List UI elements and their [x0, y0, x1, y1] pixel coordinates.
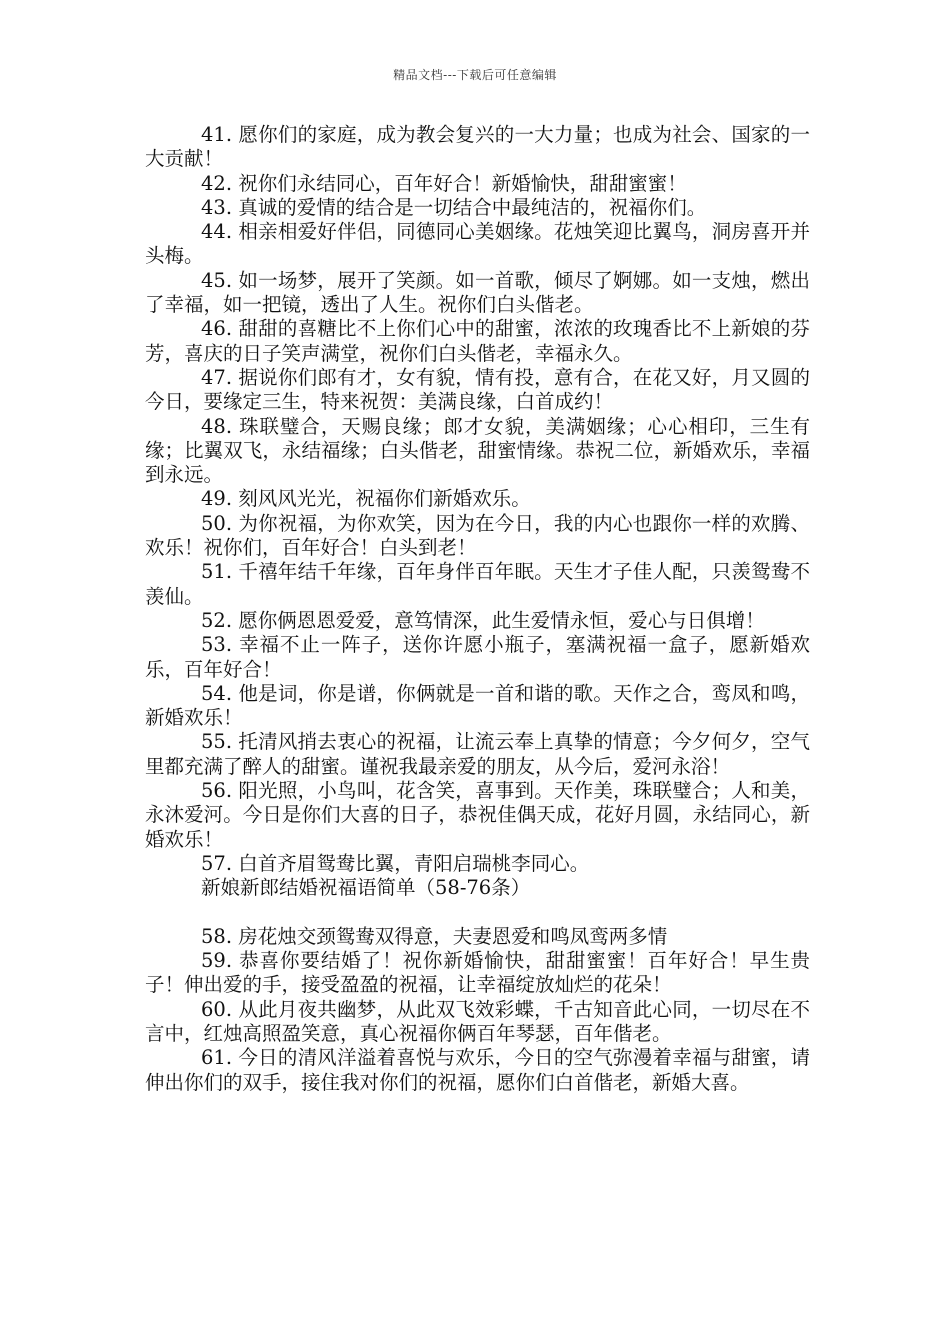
list-item: 58. 房花烛交颈鸳鸯双得意，夫妻恩爱和鸣凤鸾两多情: [201, 924, 668, 948]
list-item: 57. 白首齐眉鸳鸯比翼，青阳启瑞桃李同心。: [201, 851, 590, 875]
list-item: 44. 相亲相爱好伴侣，同德同心美姻缘。花烛笑迎比翼鸟，洞房喜开并头梅。: [145, 220, 810, 268]
list-item: 41. 愿你们的家庭，成为教会复兴的一大力量；也成为社会、国家的一大贡献！: [145, 123, 810, 171]
list-item: 59. 恭喜你要结婚了！祝你新婚愉快，甜甜蜜蜜！百年好合！早生贵子！伸出爱的手，接受盈盈的祝福，让幸福绽放灿烂的花朵！: [145, 949, 810, 997]
list-item: 56. 阳光照，小鸟叫，花含笑，喜事到。天作美，珠联璧合；人和美，永沐爱河。今日是你们大喜的日子，恭祝佳偶天成，花好月圆，永结同心，新婚欢乐！: [145, 779, 810, 851]
list-item: 47. 据说你们郎有才，女有貌，情有投，意有合，在花又好，月又圆的今日，要缘定三生，特来祝贺：美满良缘，白首成约！: [145, 365, 810, 414]
list-item: 49. 刻风风光光，祝福你们新婚欢乐。: [201, 487, 531, 511]
list-item: 51. 千禧年结千年缘，百年身伴百年眠。天生才子佳人配，只羡鸳鸯不羡仙。: [145, 560, 810, 608]
list-item: 60. 从此月夜共幽梦，从此双飞效彩蝶，千古知音此心同，一切尽在不言中，红烛高照盈笑意，真心祝福你俩百年琴瑟，百年偕老。: [145, 997, 810, 1045]
list-item: 42. 祝你们永结同心，百年好合！新婚愉快，甜甜蜜蜜！: [201, 171, 687, 195]
document-body: [145, 123, 810, 1095]
list-item: 45. 如一场梦，展开了笑颜。如一首歌，倾尽了婀娜。如一支烛，燃出了幸福，如一把镜，透出了人生。祝你们白头偕老。: [145, 268, 810, 317]
list-item: 54. 他是词，你是谱，你俩就是一首和谐的歌。天作之合，鸾凤和鸣，新婚欢乐！: [145, 681, 810, 730]
list-item: 48. 珠联璧合，天赐良缘；郎才女貌，美满姻缘；心心相印，三生有缘；比翼双飞，永结福缘；白头偕老，甜蜜情缘。恭祝二位，新婚欢乐，幸福到永远。: [145, 414, 810, 487]
page-header: 精品文档---下载后可任意编辑: [393, 68, 557, 82]
list-item: 46. 甜甜的喜糖比不上你们心中的甜蜜，浓浓的玫瑰香比不上新娘的芬芳，喜庆的日子笑声满堂，祝你们白头偕老，幸福永久。: [145, 317, 810, 365]
section-heading: 新娘新郎结婚祝福语简单（58-76条）: [201, 876, 531, 900]
list-item: 50. 为你祝福，为你欢笑，因为在今日，我的内心也跟你一样的欢腾、欢乐！祝你们，百年好合！白头到老！: [145, 511, 810, 560]
blank-line: [145, 901, 810, 925]
list-item: 52. 愿你俩恩恩爱爱，意笃情深，此生爱情永恒，爱心与日俱增！: [201, 608, 765, 632]
list-item: 61. 今日的清风洋溢着喜悦与欢乐，今日的空气弥漫着幸福与甜蜜，请伸出你们的双手，接住我对你们的祝福，愿你们白首偕老，新婚大喜。: [145, 1046, 810, 1094]
list-item: 53. 幸福不止一阵子，送你许愿小瓶子，塞满祝福一盒子，愿新婚欢乐，百年好合！: [145, 633, 810, 681]
list-item: 43. 真诚的爱情的结合是一切结合中最纯洁的，祝福你们。: [201, 195, 707, 219]
list-item: 55. 托清风捎去衷心的祝福，让流云奉上真挚的情意；今夕何夕，空气里都充满了醉人的甜蜜。谨祝我最亲爱的朋友，从今后，爱河永浴！: [145, 730, 810, 778]
